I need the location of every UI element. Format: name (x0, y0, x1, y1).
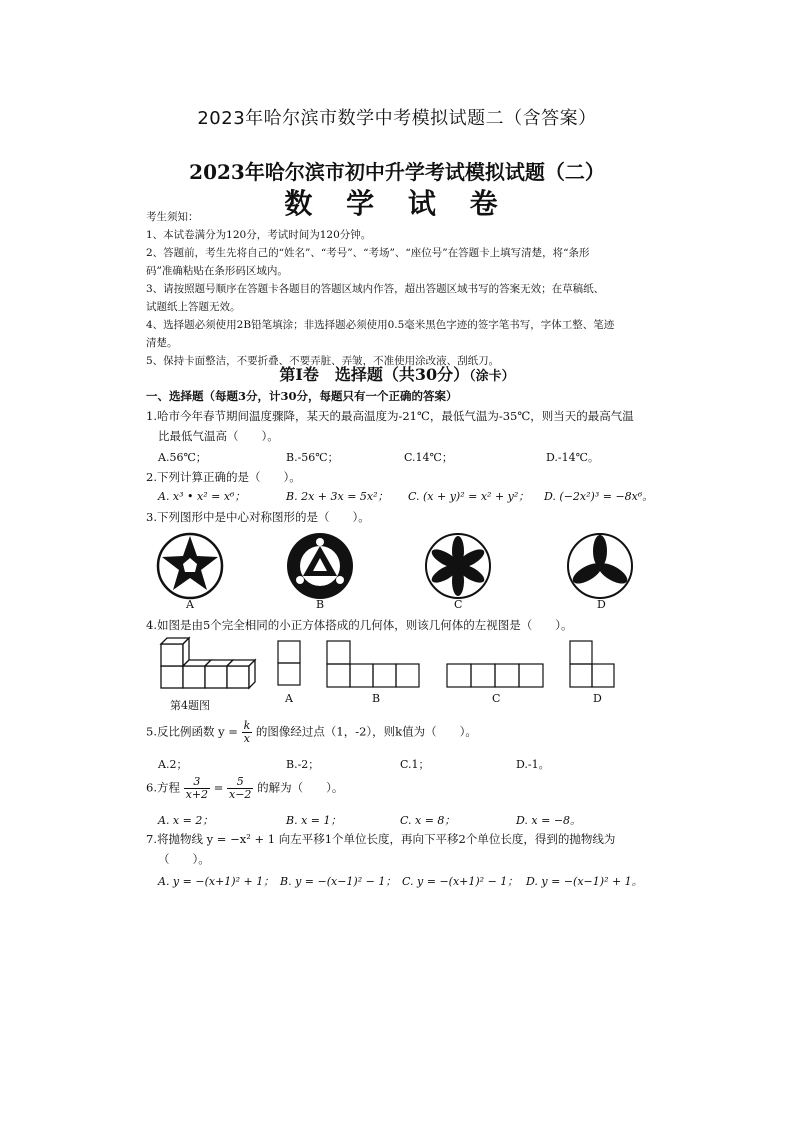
question-1 (146, 406, 666, 446)
q6-prefix: 6.方程 (146, 780, 180, 795)
q3-figure-a (158, 534, 222, 598)
q4-option-b-view (327, 641, 419, 687)
q1-stem-line1: 1.哈市今年春节期间温度骤降，某天的最高温度为-21℃，最低气温为-35℃，则当天的最高气温 (146, 409, 634, 423)
q1-stem-line2: 比最低气温高（ ）。 (158, 429, 279, 443)
q2-option-a: A. x³ • x² = x⁶； (158, 490, 246, 503)
document-title: 2023年哈尔滨市数学中考模拟试题二（含答案） (197, 108, 597, 129)
q5-frac-num: k (243, 719, 251, 732)
q6-options (158, 812, 678, 830)
question-2 (146, 467, 666, 487)
q4-label-d: D (593, 692, 602, 705)
q4-figure-caption: 第4题图 (170, 699, 210, 712)
q6-rhs-num: 5 (227, 776, 253, 789)
q7-option-a: A. y = −(x+1)² + 1； (158, 875, 275, 888)
q6-option-c: C. x = 8； (400, 814, 456, 827)
q2-stem: 2.下列计算正确的是（ ）。 (146, 470, 301, 484)
question-4 (146, 615, 666, 635)
q6-equals: = (213, 780, 224, 795)
part-heading: 一、选择题（每题3分，计30分，每题只有一个正确的答案） (146, 389, 458, 403)
q5-option-d: D.-1。 (516, 758, 550, 771)
q5-prefix: 5.反比例函数 y = (146, 724, 238, 739)
q3-figure-c (426, 534, 490, 598)
notice-heading: 考生须知： (146, 211, 199, 223)
q2-option-b: B. 2x + 3x = 5x²； (286, 490, 389, 503)
notice-line: 试题纸上答题无效。 (146, 301, 241, 313)
q1-option-c: C.14℃； (404, 451, 453, 464)
section-title (0, 362, 794, 385)
notice-line: 5、保持卡面整洁，不要折叠、不要弄脏、弄皱，不准使用涂改液、刮纸刀。 (146, 355, 500, 367)
q2-option-c: C. (x + y)² = x² + y²； (408, 490, 530, 503)
notice-line: 3、请按照题号顺序在答题卡各题目的答题区域内作答，超出答题区域书写的答案无效；在草稿纸、 (146, 283, 605, 295)
q7-stem-line2: （ ）。 (158, 852, 210, 866)
question-7 (146, 829, 666, 869)
section-title-text: 第Ⅰ卷 选择题（共30分） (279, 365, 470, 384)
q1-option-b: B.-56℃； (286, 451, 339, 464)
notice-line: 1、本试卷满分为120分，考试时间为120分钟。 (146, 229, 372, 241)
q6-suffix: 的解为（ ）。 (257, 780, 344, 795)
q6-lhs-den: x+2 (185, 788, 209, 801)
q6-option-b: B. x = 1； (286, 814, 342, 827)
q5-suffix: 的图像经过点（1，-2），则k值为（ ）。 (255, 724, 477, 739)
q5-frac-den: x (243, 732, 251, 745)
q4-label-a: A (285, 692, 293, 705)
q5-fraction (242, 720, 253, 745)
q4-label-c: C (492, 692, 501, 705)
q3-label-b: B (316, 598, 325, 611)
q6-option-a: A. x = 2； (158, 814, 214, 827)
q7-option-d: D. y = −(x−1)² + 1。 (526, 875, 643, 888)
q6-lhs-fraction (184, 776, 210, 801)
q7-option-c: C. y = −(x+1)² − 1； (402, 875, 519, 888)
q3-label-d: D (597, 598, 606, 611)
notice-line: 2、答题前，考生先将自己的“姓名”、“考号”、“考场”、“座位号”在答题卡上填写清楚，将“条形 (146, 247, 590, 259)
q1-options (158, 449, 678, 467)
q3-figures (150, 526, 650, 616)
exam-notice (146, 208, 666, 370)
q4-option-d-view (570, 641, 614, 687)
q2-options (158, 488, 678, 506)
q4-option-c-view (447, 664, 543, 687)
q4-figures (155, 636, 635, 696)
q5-option-b: B.-2； (286, 758, 320, 771)
section-note: （涂卡） (469, 369, 515, 384)
q4-label-b: B (372, 692, 381, 705)
q6-rhs-den: x−2 (229, 788, 252, 801)
question-3 (146, 507, 666, 527)
notice-line: 清楚。 (146, 337, 178, 349)
q3-figure-b (287, 533, 353, 599)
q7-option-b: B. y = −(x−1)² − 1； (280, 875, 397, 888)
q7-stem-line1: 7.将抛物线 y = −x² + 1 向左平移1个单位长度，再向下平移2个单位长度，得到的抛物线为 (146, 832, 616, 846)
q1-option-d: D.-14℃。 (546, 451, 599, 464)
q5-options (158, 756, 678, 774)
exam-title: 2023年哈尔滨市初中升学考试模拟试题（二） (189, 160, 605, 184)
q7-options (158, 873, 678, 891)
q6-option-d: D. x = −8。 (516, 814, 582, 827)
notice-line: 码”准确粘贴在条形码区域内。 (146, 265, 288, 277)
q6-lhs-num: 3 (184, 776, 210, 789)
q3-label-c: C (454, 598, 463, 611)
q3-figure-d (568, 534, 632, 598)
q5-option-a: A.2； (158, 758, 188, 771)
q2-option-d: D. (−2x²)³ = −8x⁶。 (544, 490, 654, 503)
q3-stem: 3.下列图形中是中心对称图形的是（ ）。 (146, 510, 370, 524)
question-5 (146, 720, 666, 745)
q5-option-c: C.1； (400, 758, 430, 771)
subject-title: 数 学 试 卷 (284, 187, 510, 220)
notice-line: 4、选择题必须使用2B铅笔填涂；非选择题必须使用0.5毫米黑色字迹的签字笔书写，字体工整、笔迹 (146, 319, 615, 331)
q4-stem: 4.如图是由5个完全相同的小正方体搭成的几何体，则该几何体的左视图是（ ）。 (146, 618, 573, 632)
q6-rhs-fraction (227, 776, 253, 801)
q4-solid-figure (161, 638, 255, 688)
q3-label-a: A (186, 598, 194, 611)
q1-option-a: A.56℃； (158, 451, 207, 464)
q4-option-a-view (278, 641, 300, 685)
question-6 (146, 776, 666, 801)
